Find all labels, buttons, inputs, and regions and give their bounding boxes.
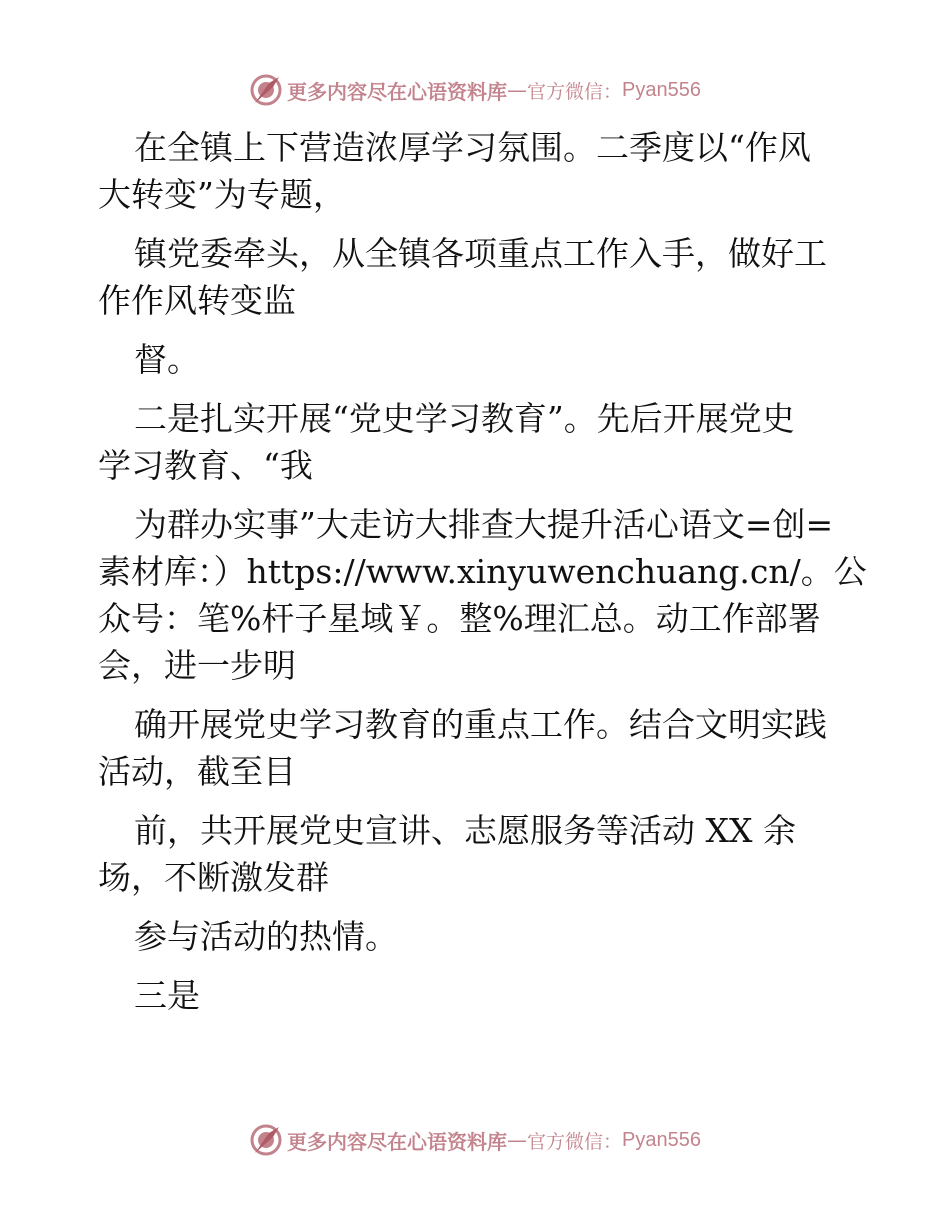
watermark-text: 更多内容尽在心语资料库 bbox=[287, 79, 507, 104]
body-line: 活动，截至目 bbox=[98, 752, 296, 791]
body-line: 会，进一步明 bbox=[98, 646, 296, 685]
watermark-wechat-label: 官方微信： bbox=[527, 1130, 623, 1153]
body-line: 素材库：）https://www.xinyuwenchuang.cn/。公 bbox=[98, 552, 867, 591]
body-line: 参与活动的热情。 bbox=[134, 917, 398, 956]
body-line: 为群办实事”大走访大排查大提升活心语文=创= bbox=[134, 505, 834, 544]
body-line: 三是 bbox=[134, 976, 200, 1015]
body-line: 督。 bbox=[134, 340, 200, 379]
body-line: 镇党委牵头，从全镇各项重点工作入手，做好工 bbox=[134, 234, 827, 273]
body-line: 在全镇上下营造浓厚学习氛围。二季度以“作风 bbox=[134, 128, 811, 167]
footer-watermark bbox=[0, 1120, 950, 1160]
body-line: 前，共开展党史宣讲、志愿服务等活动 XX 余 bbox=[134, 811, 796, 850]
watermark-text: 更多内容尽在心语资料库 bbox=[287, 1129, 507, 1154]
quill-pen-logo-icon bbox=[249, 1123, 283, 1157]
document-body bbox=[98, 124, 867, 1019]
watermark-separator: — bbox=[507, 1128, 527, 1152]
quill-pen-logo-icon bbox=[249, 73, 283, 107]
body-line: 确开展党史学习教育的重点工作。结合文明实践 bbox=[134, 705, 827, 744]
watermark-wechat-label: 官方微信： bbox=[527, 80, 623, 103]
body-line: 众号：笔%杆子星域￥。整%理汇总。动工作部署 bbox=[98, 599, 821, 638]
body-line: 学习教育、“我 bbox=[98, 446, 313, 485]
body-line: 作作风转变监 bbox=[98, 281, 296, 320]
watermark-wechat-id: Pyan556 bbox=[622, 1128, 701, 1151]
watermark-separator: — bbox=[507, 78, 527, 102]
body-line: 二是扎实开展“党史学习教育”。先后开展党史 bbox=[134, 399, 795, 438]
body-line: 大转变”为专题， bbox=[98, 175, 346, 214]
watermark-wechat-id: Pyan556 bbox=[622, 78, 701, 101]
header-watermark bbox=[0, 70, 950, 110]
body-line: 场，不断激发群 bbox=[98, 858, 329, 897]
